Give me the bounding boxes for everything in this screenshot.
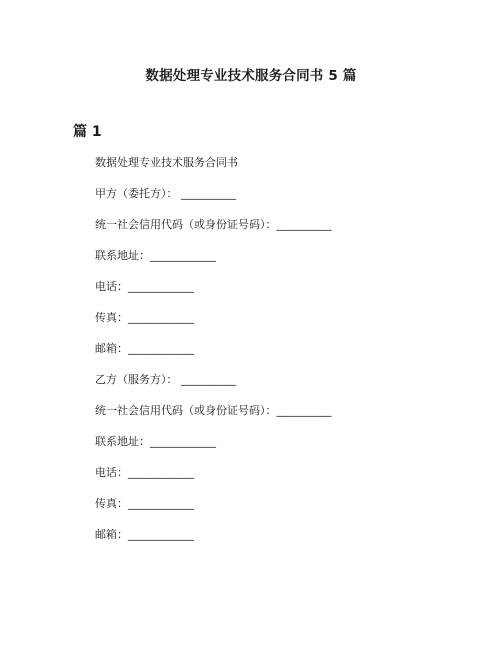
party-b-address-line: 联系地址：____________ bbox=[95, 435, 216, 448]
party-a-credit-code-line: 统一社会信用代码（或身份证号码）：__________ bbox=[95, 218, 332, 231]
party-a-name-line: 甲方（委托方）： __________ bbox=[95, 187, 236, 200]
party-a-address-line: 联系地址：____________ bbox=[95, 249, 216, 262]
contract-subtitle: 数据处理专业技术服务合同书 bbox=[95, 156, 238, 169]
party-b-phone-line: 电话：____________ bbox=[95, 466, 194, 479]
party-b-name-line: 乙方（服务方）： __________ bbox=[95, 373, 236, 386]
party-a-email-line: 邮箱：____________ bbox=[95, 342, 194, 355]
document-title: 数据处理专业技术服务合同书 5 篇 bbox=[145, 68, 357, 84]
party-a-fax-line: 传真：____________ bbox=[95, 311, 194, 324]
party-a-phone-line: 电话：____________ bbox=[95, 280, 194, 293]
party-b-credit-code-line: 统一社会信用代码（或身份证号码）：__________ bbox=[95, 404, 332, 417]
section-heading: 篇 1 bbox=[73, 124, 102, 140]
party-b-fax-line: 传真：____________ bbox=[95, 497, 194, 510]
party-b-email-line: 邮箱：____________ bbox=[95, 528, 194, 541]
contract-lines bbox=[95, 156, 332, 559]
